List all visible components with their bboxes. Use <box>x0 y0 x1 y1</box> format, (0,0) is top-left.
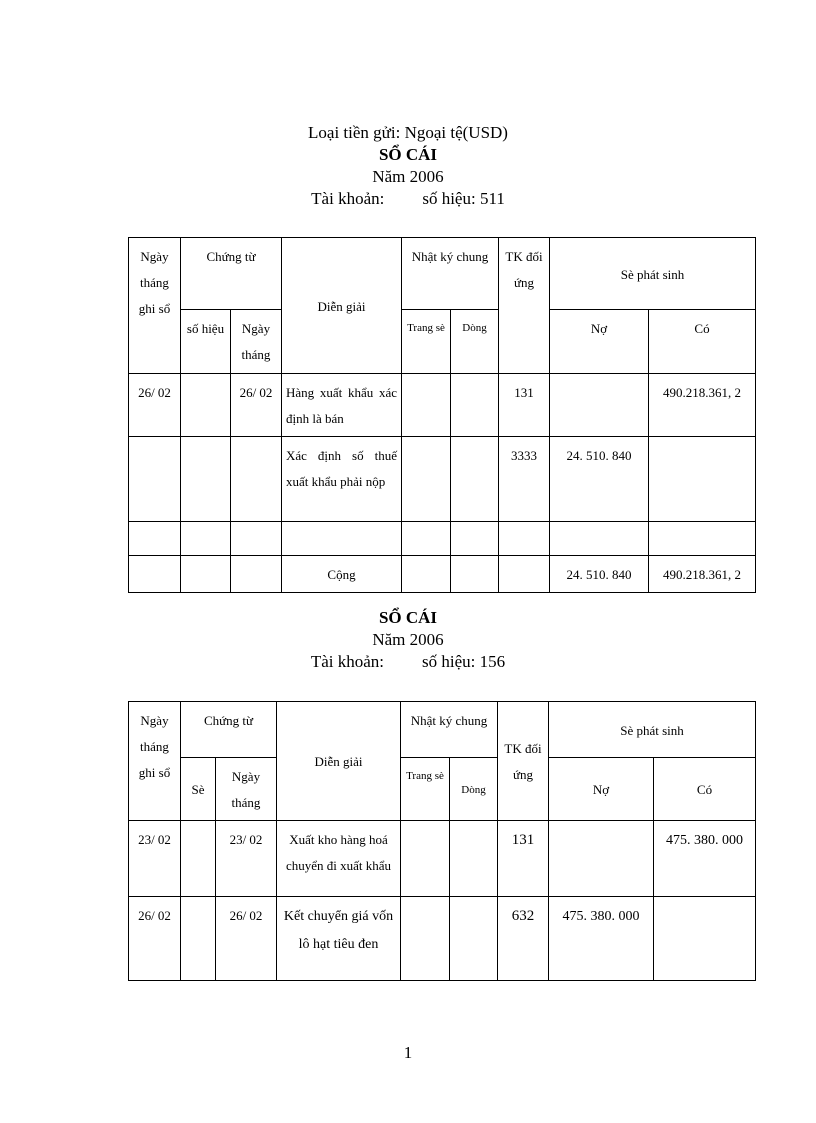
row-debit <box>549 821 654 897</box>
header-amount: Sè phát sinh <box>550 238 756 310</box>
header-voucher: Chứng từ <box>181 702 277 758</box>
row-page <box>401 821 450 897</box>
row-page <box>402 522 451 556</box>
row-voucher-no <box>181 522 231 556</box>
row-debit: 475. 380. 000 <box>549 897 654 981</box>
header-voucher: Chứng từ <box>181 238 282 310</box>
table-row <box>129 522 756 556</box>
ledger-year: Năm 2006 <box>372 630 444 649</box>
total-row <box>129 556 756 593</box>
header-voucher-no: Sè <box>181 758 216 821</box>
row-description: Xuất kho hàng hoá chuyển đi xuất khẩu <box>277 821 401 897</box>
deposit-type: Loại tiền gửi: Ngoại tệ(USD) <box>308 123 508 142</box>
row-debit <box>550 374 649 437</box>
row-line <box>450 821 498 897</box>
header-contra: TK đối ứng <box>498 702 549 821</box>
row-contra: 131 <box>498 821 549 897</box>
header-date: Ngày tháng ghi sổ <box>129 702 181 821</box>
header-amount: Sè phát sinh <box>549 702 756 758</box>
header-description: Diễn giải <box>277 702 401 821</box>
row-date: 26/ 02 <box>129 897 181 981</box>
row-contra: 632 <box>498 897 549 981</box>
ledger-title: SỔ CÁI <box>378 608 438 627</box>
table-row <box>129 437 756 522</box>
header-debit: Nợ <box>550 310 649 374</box>
row-credit <box>649 437 756 522</box>
row-voucher-date: 23/ 02 <box>216 821 277 897</box>
header-contra: TK đối ứng <box>499 238 550 374</box>
ledger-year: Năm 2006 <box>372 167 444 186</box>
header-description: Diễn giải <box>282 238 402 374</box>
account-line <box>0 188 816 210</box>
row-date <box>129 437 181 522</box>
header-journal: Nhật ký chung <box>401 702 498 758</box>
table-row <box>129 374 756 437</box>
header-debit: Nợ <box>549 758 654 821</box>
account-label: Tài khoản: <box>310 652 385 671</box>
row-voucher-date <box>231 437 282 522</box>
header-voucher-date: Ngày tháng <box>216 758 277 821</box>
header-credit: Có <box>649 310 756 374</box>
total-label: Cộng <box>282 556 402 593</box>
total-credit: 490.218.361, 2 <box>649 556 756 593</box>
row-debit <box>550 522 649 556</box>
table-row <box>129 821 756 897</box>
row-voucher-date: 26/ 02 <box>216 897 277 981</box>
row-voucher-date: 26/ 02 <box>231 374 282 437</box>
header-date: Ngày tháng ghi sổ <box>129 238 181 374</box>
row-credit: 490.218.361, 2 <box>649 374 756 437</box>
row-page <box>402 437 451 522</box>
row-voucher-no <box>181 821 216 897</box>
row-credit: 475. 380. 000 <box>654 821 756 897</box>
header-journal-line: Dòng <box>451 310 499 374</box>
ledger-title: SỔ CÁI <box>378 145 438 164</box>
header-voucher-no: số hiệu <box>181 310 231 374</box>
row-description: Kết chuyển giá vốn lô hạt tiêu đen <box>277 897 401 981</box>
row-date: 26/ 02 <box>129 374 181 437</box>
row-line <box>450 897 498 981</box>
row-date <box>129 522 181 556</box>
row-credit <box>654 897 756 981</box>
ledger-header-156 <box>0 607 816 673</box>
ledger-table-511 <box>128 237 756 593</box>
account-label: Tài khoản: <box>311 189 385 208</box>
row-description <box>282 522 402 556</box>
header-journal-line: Dòng <box>450 758 498 821</box>
header-voucher-date: Ngày tháng <box>231 310 282 374</box>
row-line <box>451 374 499 437</box>
row-voucher-no <box>181 897 216 981</box>
row-page <box>401 897 450 981</box>
header-journal-page: Trang sè <box>401 758 450 821</box>
row-page <box>402 374 451 437</box>
account-number: số hiệu: 511 <box>422 189 505 208</box>
account-line <box>0 651 816 673</box>
row-contra <box>499 522 550 556</box>
row-credit <box>649 522 756 556</box>
row-voucher-date <box>231 522 282 556</box>
row-contra: 131 <box>499 374 550 437</box>
ledger-table-156 <box>128 701 756 981</box>
header-credit: Có <box>654 758 756 821</box>
row-contra: 3333 <box>499 437 550 522</box>
table-row <box>129 897 756 981</box>
page-number: 1 <box>403 1043 413 1062</box>
header-journal: Nhật ký chung <box>402 238 499 310</box>
row-description: Xác định số thuế xuất khẩu phải nộp <box>282 437 402 522</box>
row-line <box>451 522 499 556</box>
row-voucher-no <box>181 437 231 522</box>
account-number: số hiệu: 156 <box>422 652 506 671</box>
row-line <box>451 437 499 522</box>
total-debit: 24. 510. 840 <box>550 556 649 593</box>
row-date: 23/ 02 <box>129 821 181 897</box>
row-debit: 24. 510. 840 <box>550 437 649 522</box>
row-voucher-no <box>181 374 231 437</box>
ledger-header-511 <box>0 122 816 210</box>
header-journal-page: Trang sè <box>402 310 451 374</box>
row-description: Hàng xuất khẩu xác định là bán <box>282 374 402 437</box>
